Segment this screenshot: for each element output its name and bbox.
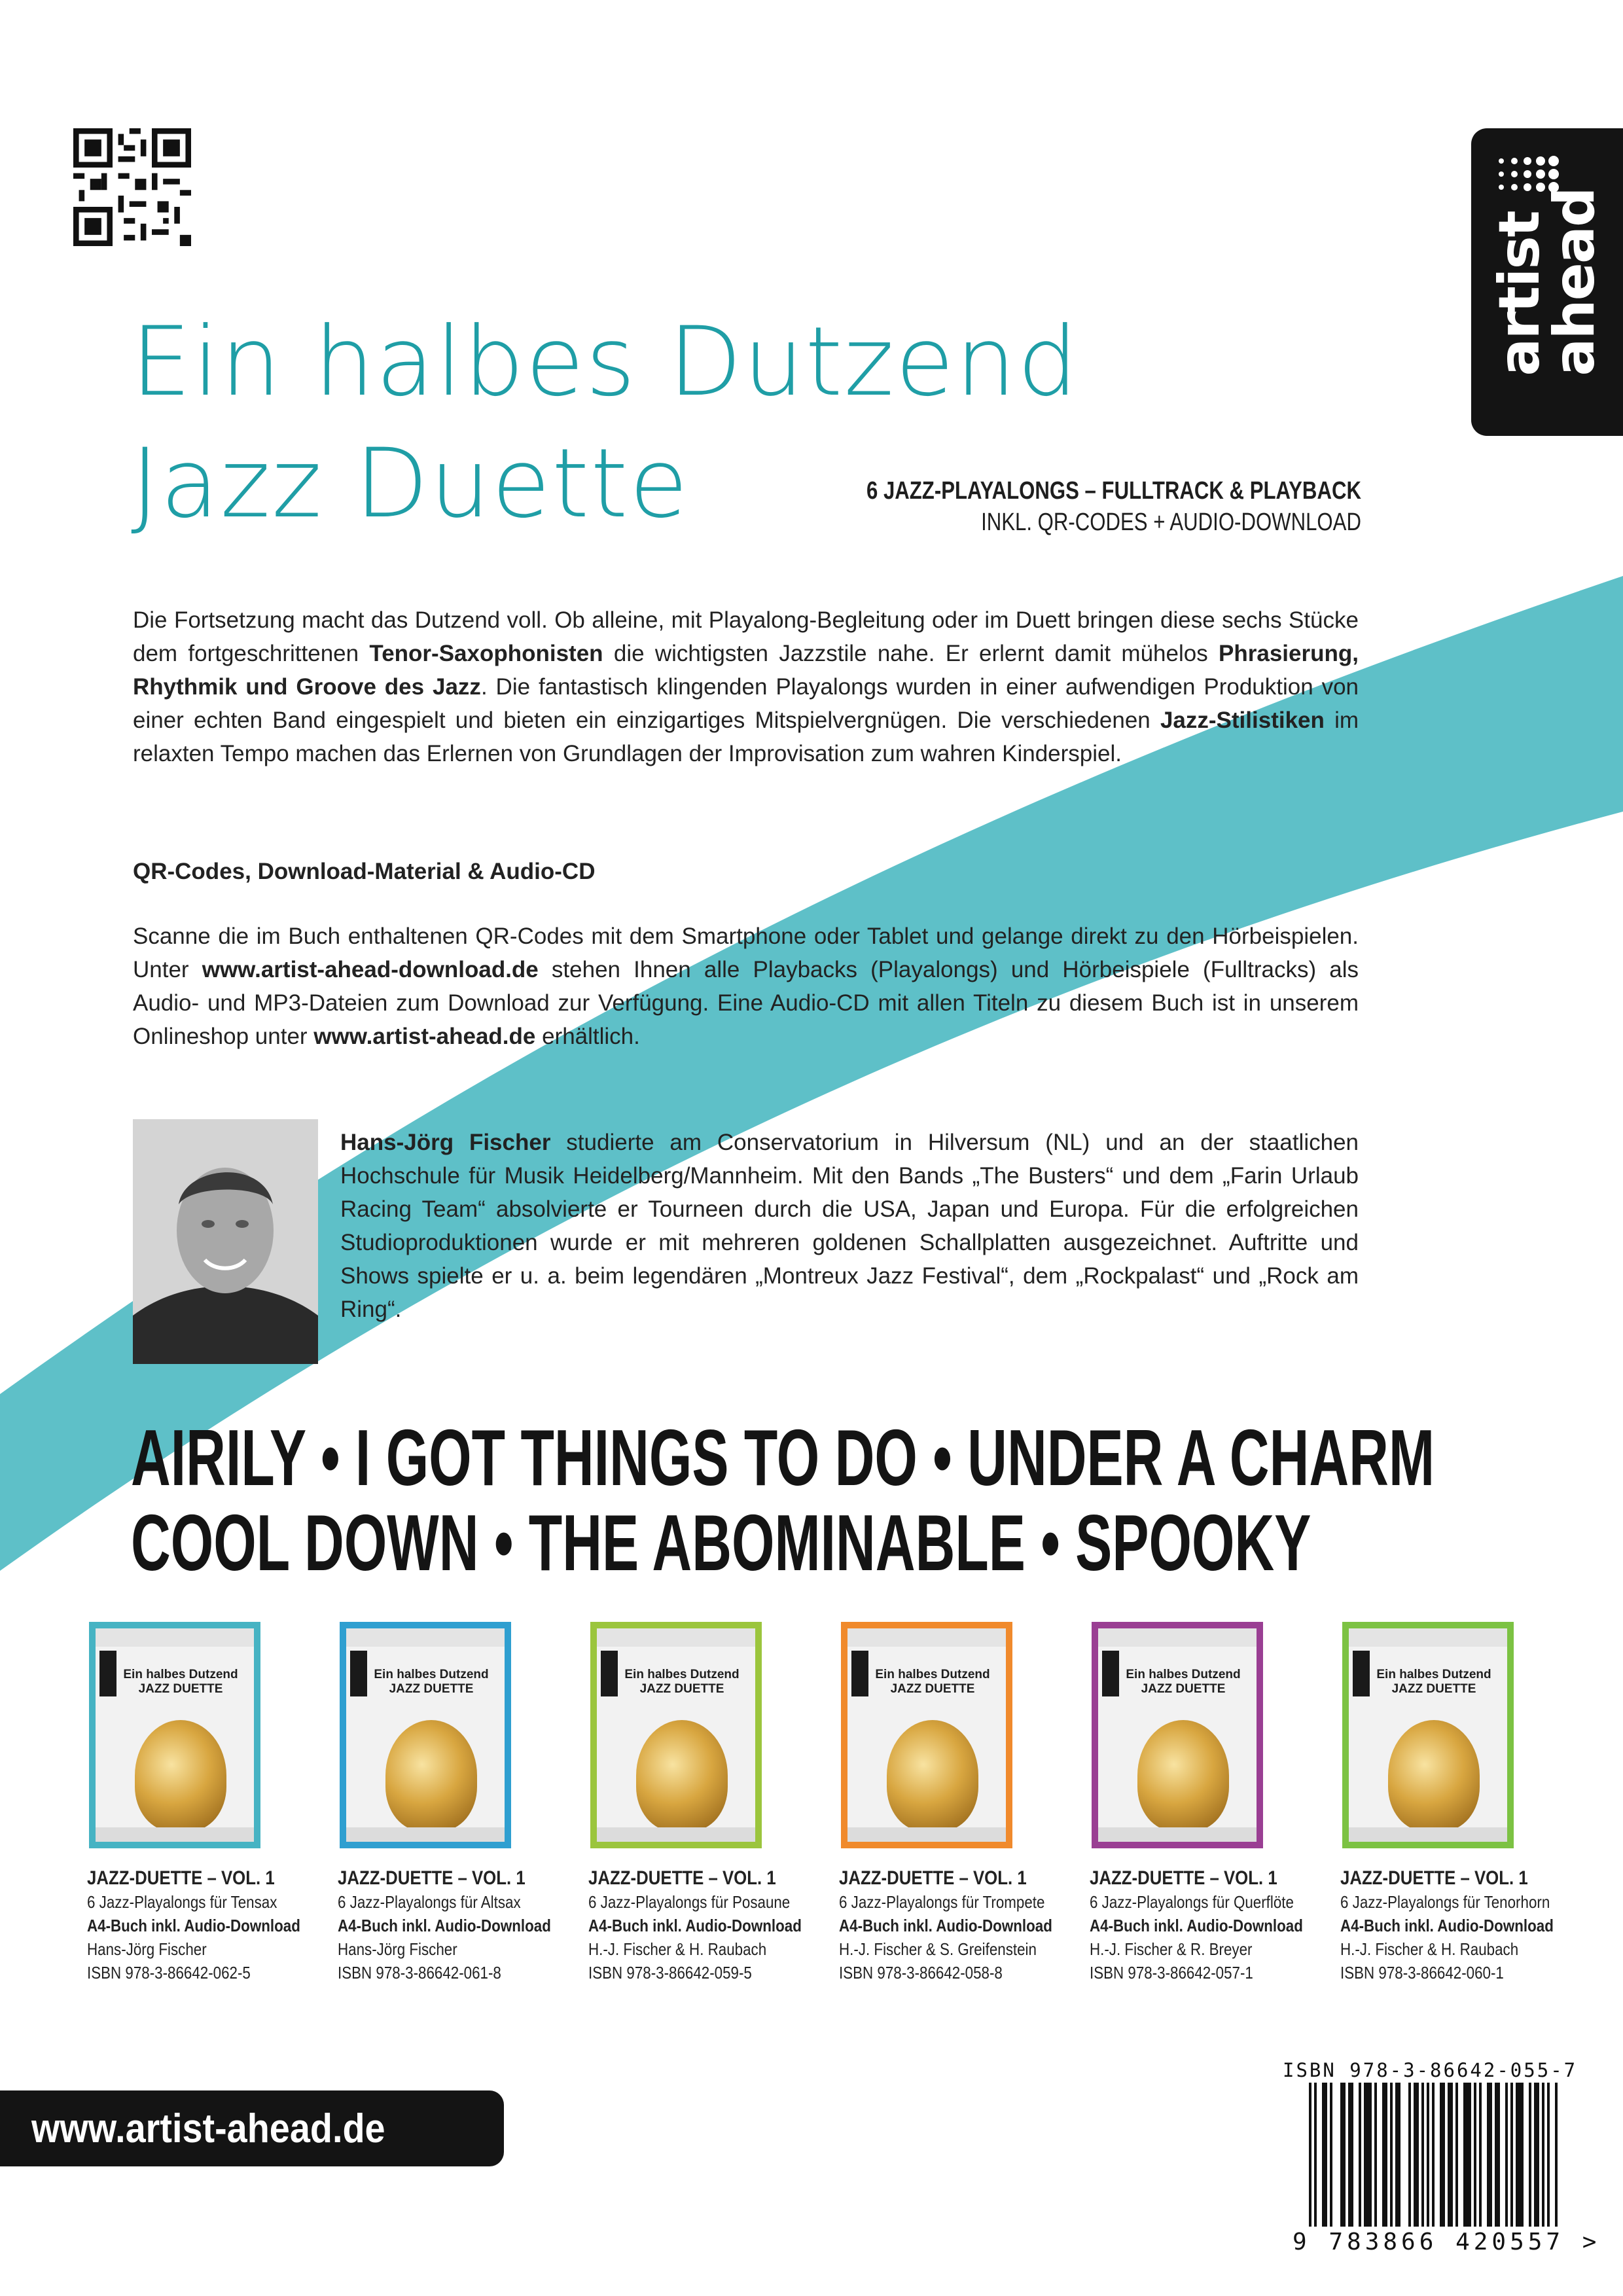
- barcode-bar: [1366, 2083, 1369, 2227]
- cover-title: Ein halbes Dutzend JAZZ DUETTE: [875, 1668, 990, 1696]
- isbn-label: ISBN 978-3-86642-055-7: [1283, 2059, 1578, 2081]
- song-list-line-1: AIRILY • I GOT THINGS TO DO • UNDER A CHARM: [131, 1413, 1435, 1502]
- author-name: Hans-Jörg Fischer: [340, 1130, 551, 1155]
- cover-header-bar: [346, 1628, 505, 1647]
- barcode-bar: [1314, 2083, 1317, 2227]
- barcode-bar: [1322, 2083, 1325, 2227]
- barcode-bar: [1414, 2083, 1416, 2227]
- book-cover[interactable]: [340, 1622, 511, 1848]
- book-authors: H.-J. Fischer & H. Raubach: [1340, 1939, 1519, 1959]
- book-format: A4-Buch inkl. Audio-Download: [588, 1916, 802, 1935]
- barcode-bar: [1518, 2083, 1521, 2227]
- cover-logo-badge: [350, 1651, 367, 1696]
- barcode-bar: [1382, 2083, 1385, 2227]
- book-description: 6 Jazz-Playalongs für Posaune: [588, 1892, 791, 1912]
- barcode-bar: [1487, 2083, 1489, 2227]
- barcode-bar: [1309, 2083, 1311, 2227]
- barcode-bar: [1325, 2083, 1327, 2227]
- book-subtitle: [758, 475, 1361, 538]
- barcode-bar: [1398, 2083, 1400, 2227]
- book-cover[interactable]: [590, 1622, 762, 1848]
- instrument-image: [385, 1720, 477, 1831]
- download-text: erhältlich.: [535, 1024, 640, 1049]
- author-portrait-icon: [133, 1119, 318, 1364]
- book-isbn: ISBN 978-3-86642-062-5: [87, 1963, 251, 1982]
- barcode-bar: [1547, 2083, 1550, 2227]
- barcode-bar: [1348, 2083, 1351, 2227]
- intro-text: die wichtigsten Jazzstile nahe. Er erlernt damit mühelos: [603, 641, 1219, 666]
- website-banner[interactable]: [0, 2090, 504, 2166]
- barcode-bar: [1330, 2083, 1332, 2227]
- cover-footer-bar: [597, 1827, 755, 1842]
- book-info: [839, 1867, 1088, 1984]
- barcode-bar: [1343, 2083, 1346, 2227]
- barcode-bar: [1385, 2083, 1387, 2227]
- barcode-digits: 9 783866 420557 >: [1293, 2229, 1601, 2255]
- song-list: [131, 1413, 1435, 1587]
- cover-title: Ein halbes Dutzend JAZZ DUETTE: [1376, 1668, 1491, 1696]
- cover-logo-badge: [1102, 1651, 1119, 1696]
- cover-header-bar: [1098, 1628, 1257, 1647]
- title-line-1: Ein halbes Dutzend: [131, 306, 1080, 418]
- barcode-bar: [1359, 2083, 1361, 2227]
- book-format: A4-Buch inkl. Audio-Download: [1090, 1916, 1303, 1935]
- download-link[interactable]: www.artist-ahead-download.de: [202, 957, 539, 982]
- book-cover[interactable]: [1342, 1622, 1514, 1848]
- intro-text: im relaxten Tempo machen das Erlernen von Grundlagen der Improvisation zum wahren Kinderspiel.: [133, 708, 1359, 766]
- logo-wordmark: [1487, 188, 1607, 376]
- cover-footer-bar: [847, 1827, 1006, 1842]
- book-isbn: ISBN 978-3-86642-059-5: [588, 1963, 752, 1982]
- book-description: 6 Jazz-Playalongs für Altsax: [338, 1892, 521, 1912]
- instrument-image: [636, 1720, 728, 1831]
- song-list-line-2: COOL DOWN • THE ABOMINABLE • SPOOKY: [131, 1498, 1311, 1587]
- barcode-bar: [1529, 2083, 1531, 2227]
- barcode-bar: [1369, 2083, 1372, 2227]
- barcode-bar: [1432, 2083, 1435, 2227]
- cover-title: Ein halbes Dutzend JAZZ DUETTE: [374, 1668, 489, 1696]
- barcode-bar: [1395, 2083, 1398, 2227]
- cover-logo-badge: [601, 1651, 618, 1696]
- cover-header-bar: [1349, 1628, 1507, 1647]
- barcode-bar: [1448, 2083, 1450, 2227]
- barcode-bar: [1463, 2083, 1466, 2227]
- book-format: A4-Buch inkl. Audio-Download: [338, 1916, 551, 1935]
- barcode-bar: [1340, 2083, 1343, 2227]
- subtitle-line-1: 6 JAZZ-PLAYALONGS – FULLTRACK & PLAYBACK: [866, 477, 1361, 505]
- book-authors: H.-J. Fischer & R. Breyer: [1090, 1939, 1253, 1959]
- book-info: [1090, 1867, 1338, 1984]
- barcode-bar: [1510, 2083, 1513, 2227]
- barcode-bar: [1421, 2083, 1424, 2227]
- barcode-bar: [1455, 2083, 1458, 2227]
- author-photo: [133, 1119, 318, 1364]
- intro-highlight: Phrasierung, Rhythmik und Groove des Jazz: [133, 641, 1359, 700]
- intro-paragraph: [133, 603, 1359, 770]
- download-paragraph: [133, 920, 1359, 1053]
- book-series: JAZZ-DUETTE – VOL. 1: [588, 1867, 776, 1889]
- barcode-bar: [1450, 2083, 1453, 2227]
- book-format: A4-Buch inkl. Audio-Download: [1340, 1916, 1554, 1935]
- intro-text: Die Fortsetzung macht das Dutzend voll. Ob alleine, mit Playalong-Begleitung oder im Duett bringen diese sechs Stücke dem fortgeschrittenen: [133, 607, 1359, 666]
- barcode-bar: [1479, 2083, 1482, 2227]
- barcode-bar: [1374, 2083, 1377, 2227]
- logo-line-artist: artist: [1487, 211, 1552, 376]
- author-bio-text: studierte am Conservatorium in Hilversum (NL) und an der staatlichen Hochschule für Musik Heidelberg/Mannheim. Mit den Bands „The Busters“ und dem „Farin Urlaub Racing Team“ absolvierte er Tourneen durch die USA, Japan und Europa. Für die erfolgreichen Studioproduktionen wurde er mit mehreren goldenen Schallplatten ausgezeichnet. Auftritte und Shows spielte er u. a. beim legendären „Montreux Jazz Festival“, dem „Rockpalast“ und „Rock am Ring“.: [340, 1130, 1359, 1322]
- book-info: [87, 1867, 336, 1984]
- book-info: [1340, 1867, 1589, 1984]
- cover-header-bar: [96, 1628, 254, 1647]
- logo-line-ahead: ahead: [1542, 188, 1607, 376]
- book-isbn: ISBN 978-3-86642-057-1: [1090, 1963, 1253, 1982]
- barcode-bar: [1516, 2083, 1518, 2227]
- book-series: JAZZ-DUETTE – VOL. 1: [1340, 1867, 1528, 1889]
- book-isbn: ISBN 978-3-86642-060-1: [1340, 1963, 1504, 1982]
- book-description: 6 Jazz-Playalongs für Querflöte: [1090, 1892, 1294, 1912]
- cover-logo-badge: [1353, 1651, 1370, 1696]
- shop-link[interactable]: www.artist-ahead.de: [313, 1024, 536, 1049]
- barcode-bar: [1469, 2083, 1471, 2227]
- book-authors: H.-J. Fischer & S. Greifenstein: [839, 1939, 1037, 1959]
- instrument-image: [887, 1720, 978, 1831]
- barcode-bar: [1427, 2083, 1429, 2227]
- qr-code-icon[interactable]: [73, 128, 191, 246]
- barcode-bar: [1442, 2083, 1445, 2227]
- barcode-bar: [1416, 2083, 1419, 2227]
- barcode-bar: [1521, 2083, 1524, 2227]
- barcode-bar: [1440, 2083, 1442, 2227]
- book-format: A4-Buch inkl. Audio-Download: [87, 1916, 300, 1935]
- cover-footer-bar: [96, 1827, 254, 1842]
- instrument-image: [1137, 1720, 1229, 1831]
- cover-title: Ein halbes Dutzend JAZZ DUETTE: [123, 1668, 238, 1696]
- book-isbn: ISBN 978-3-86642-058-8: [839, 1963, 1003, 1982]
- barcode-bar: [1351, 2083, 1353, 2227]
- cover-footer-bar: [346, 1827, 505, 1842]
- book-series: JAZZ-DUETTE – VOL. 1: [839, 1867, 1027, 1889]
- book-authors: Hans-Jörg Fischer: [87, 1939, 207, 1959]
- book-info: [338, 1867, 586, 1984]
- barcode-icon: [1309, 2083, 1558, 2227]
- barcode-bar: [1542, 2083, 1544, 2227]
- artist-ahead-logo[interactable]: [1471, 128, 1623, 436]
- book-cover[interactable]: [1092, 1622, 1263, 1848]
- book-isbn: ISBN 978-3-86642-061-8: [338, 1963, 501, 1982]
- book-description: 6 Jazz-Playalongs für Tenorhorn: [1340, 1892, 1550, 1912]
- barcode-bar: [1537, 2083, 1539, 2227]
- cover-logo-badge: [99, 1651, 116, 1696]
- barcode-bar: [1489, 2083, 1492, 2227]
- website-url[interactable]: www.artist-ahead.de: [31, 2106, 385, 2151]
- subtitle-line-2: INKL. QR-CODES + AUDIO-DOWNLOAD: [981, 509, 1361, 536]
- book-series: JAZZ-DUETTE – VOL. 1: [1090, 1867, 1277, 1889]
- book-cover[interactable]: [89, 1622, 260, 1848]
- instrument-image: [135, 1720, 226, 1831]
- barcode-bar: [1495, 2083, 1497, 2227]
- book-series: JAZZ-DUETTE – VOL. 1: [338, 1867, 526, 1889]
- book-authors: Hans-Jörg Fischer: [338, 1939, 457, 1959]
- barcode-bar: [1408, 2083, 1411, 2227]
- cover-title: Ein halbes Dutzend JAZZ DUETTE: [1126, 1668, 1241, 1696]
- barcode-bar: [1534, 2083, 1537, 2227]
- instrument-image: [1388, 1720, 1480, 1831]
- title-line-2: Jazz Duette: [131, 428, 690, 539]
- intro-highlight: Jazz-Stilistiken: [1160, 708, 1325, 733]
- book-series: JAZZ-DUETTE – VOL. 1: [87, 1867, 275, 1889]
- barcode-bar: [1364, 2083, 1366, 2227]
- intro-highlight: Tenor-Saxophonisten: [369, 641, 603, 666]
- barcode-bar: [1390, 2083, 1393, 2227]
- author-bio: [340, 1126, 1359, 1326]
- barcode-bar: [1505, 2083, 1508, 2227]
- book-format: A4-Buch inkl. Audio-Download: [839, 1916, 1052, 1935]
- download-heading: QR-Codes, Download-Material & Audio-CD: [133, 859, 596, 884]
- barcode-bar: [1555, 2083, 1558, 2227]
- cover-footer-bar: [1349, 1827, 1507, 1842]
- cover-header-bar: [597, 1628, 755, 1647]
- download-text: Scanne die im Buch enthaltenen QR-Codes mit dem Smartphone oder Tablet und gelange direkt zu den Hörbeispielen. Unter: [133, 924, 1359, 982]
- intro-text: . Die fantastisch klingenden Playalongs wurden in einer aufwendigen Produktion von einer echten Band eingespielt und bieten ein einzigartiges Mitspielvergnügen. Die verschiedenen: [133, 674, 1359, 733]
- download-text: stehen Ihnen alle Playbacks (Playalongs) und Hörbeispiele (Fulltracks) als Audio- und MP3-Dateien zum Download zur Verfügung. Eine Audio-CD mit allen Titeln zu diesem Buch ist in unserem Onlineshop unter: [133, 957, 1359, 1049]
- book-info: [588, 1867, 837, 1984]
- cover-header-bar: [847, 1628, 1006, 1647]
- book-cover[interactable]: [841, 1622, 1012, 1848]
- cover-logo-badge: [851, 1651, 868, 1696]
- barcode-bar: [1497, 2083, 1500, 2227]
- book-authors: H.-J. Fischer & H. Raubach: [588, 1939, 767, 1959]
- cover-title: Ein halbes Dutzend JAZZ DUETTE: [624, 1668, 740, 1696]
- book-description: 6 Jazz-Playalongs für Tensax: [87, 1892, 277, 1912]
- cover-footer-bar: [1098, 1827, 1257, 1842]
- barcode-bar: [1466, 2083, 1469, 2227]
- barcode-bar: [1474, 2083, 1476, 2227]
- book-description: 6 Jazz-Playalongs für Trompete: [839, 1892, 1045, 1912]
